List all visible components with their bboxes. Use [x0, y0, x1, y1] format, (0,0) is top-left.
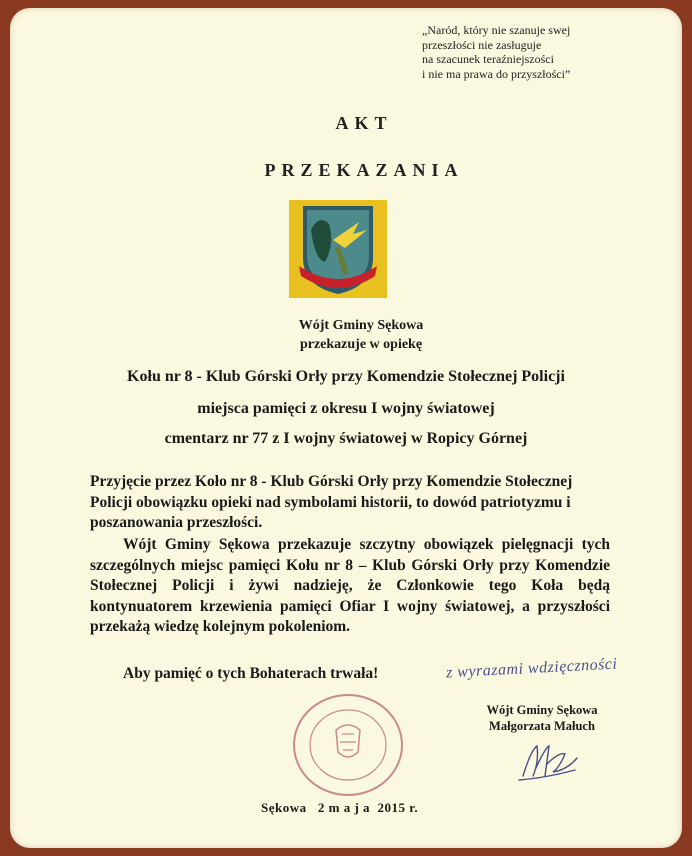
recipient-line: Kołu nr 8 - Klub Górski Orły przy Komendzie Stołecznej Policji [127, 368, 565, 385]
intro-line1: Wójt Gminy Sękowa [298, 318, 424, 333]
document-title-line2: PRZEKAZANIA [264, 160, 464, 180]
motto-line: na szacunek teraźniejszości [422, 52, 554, 66]
subject-line2: cmentarz nr 77 z I wojny światowej w Ropicy Górnej [164, 430, 528, 447]
paragraph-1: Przyjęcie przez Koło nr 8 - Klub Górski Orły przy Komendzie Stołecznej Policji obowiązku opieki nad symbolami historii, to dowód patriotyzmu i poszanowania przeszłości. [90, 473, 573, 531]
paragraph-2: Wójt Gminy Sękowa przekazuje szczytny obowiązek pielęgnacji tych szczególnych miejsc pamięci Kołu nr 8 – Klub Górski Orły przy Komendzie Stołecznej Policji i żywi nadzieję, że Członkowie tego Koła będą kontynuatorem krzewienia pamięci Ofiar I wojny światowej, a przyszłości przekażą wiedzę kolejnym pokoleniom. [90, 536, 610, 635]
subject-line1: miejsca pamięci z okresu I wojny światowej [197, 400, 495, 417]
motto-line: przeszłości nie zasługuje [422, 37, 542, 52]
motto-line: i nie ma prawa do przyszłości” [422, 66, 571, 81]
motto-line: „Naród, który nie szanuje swej [422, 23, 571, 37]
handwritten-signature-icon [515, 740, 585, 785]
signatory-title: Wójt Gminy Sękowa [486, 703, 598, 717]
signatory-name: Małgorzata Małuch [489, 719, 595, 733]
commune-coat-of-arms-icon [289, 200, 387, 298]
motto-quote [422, 23, 612, 81]
official-round-seal-icon [288, 690, 408, 800]
paragraph-3: Aby pamięć o tych Bohaterach trwała! [123, 665, 379, 682]
handwritten-note: z wyrazami wdzięczności [445, 655, 618, 682]
place-and-date: Sękowa 2 m a j a 2015 r. [261, 800, 419, 815]
intro-line2: przekazuje w opiekę [299, 337, 423, 352]
document-title-line1: AKT [335, 113, 393, 133]
